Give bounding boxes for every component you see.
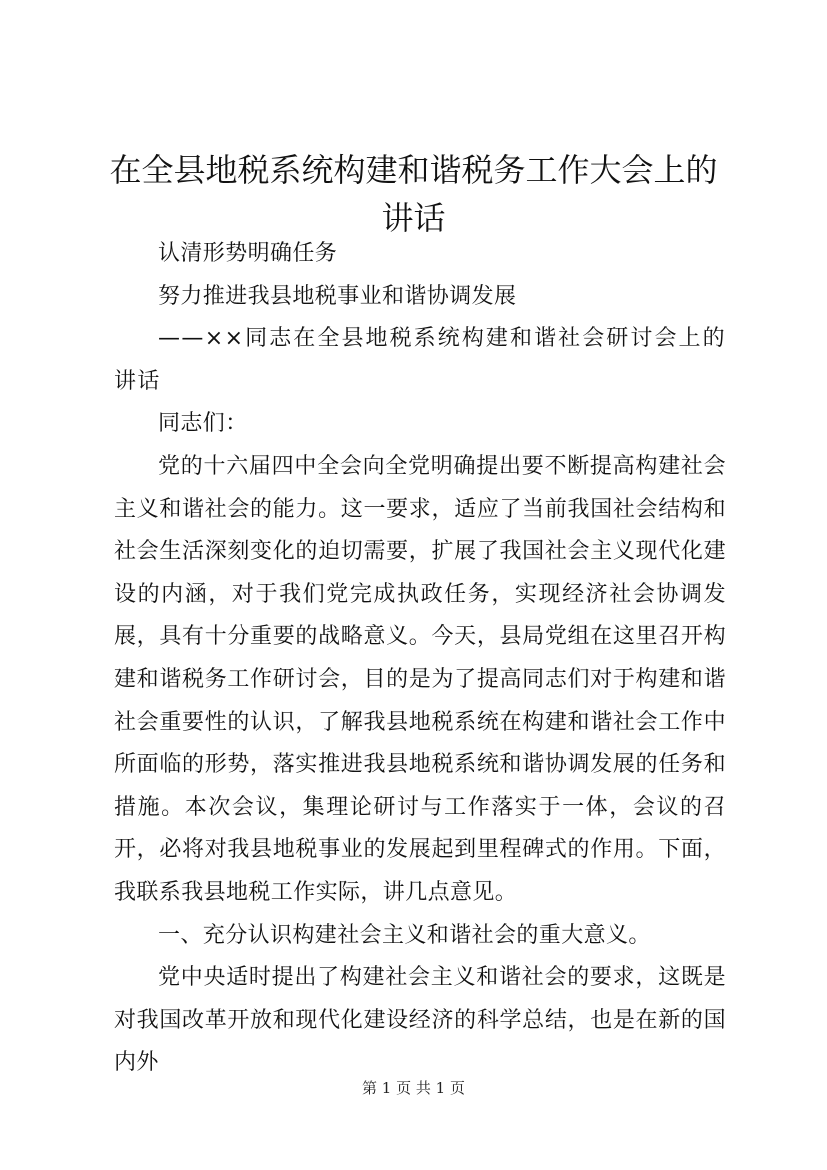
document-body [114,233,726,1085]
subtitle-line-1: 认清形势明确任务 [158,241,338,266]
section-heading: 一、充分认识构建社会主义和谐社会的重大意义。 [158,922,651,948]
body-paragraph: 党中央适时提出了构建社会主义和谐社会的要求，这既是对我国改革开放和现代化建设经济的科学总结，也是在新的国内外 [114,965,726,1076]
body-paragraph: 党的十六届四中全会向全党明确提出要不断提高构建社会主义和谐社会的能力。这一要求，适应了当前我国社会结构和社会生活深刻变化的迫切需要，扩展了我国社会主义现代化建设的内涵，对于我们党完成执政任务，实现经济社会协调发展，具有十分重要的战略意义。今天，县局党组在这里召开构建和谐税务工作研讨会，目的是为了提高同志们对于构建和谐社会重要性的认识，了解我县地税系统在构建和谐社会工作中所面临的形势，落实推进我县地税系统和谐协调发展的任务和措施。本次会议，集理论研讨与工作落实于一体，会议的召开，必将对我县地税事业的发展起到里程碑式的作用。下面，我联系我县地税工作实际，讲几点意见。 [114,453,726,905]
subtitle-line-2: 努力推进我县地税事业和谐协调发展 [158,283,517,309]
speaker-attribution: ——××同志在全县地税系统构建和谐社会研讨会上的讲话 [114,326,726,394]
salutation: 同志们： [158,411,248,437]
page-number-footer: 第 1 页 共 1 页 [362,1079,465,1097]
document-title: 在全县地税系统构建和谐税务工作大会上的讲话 [109,151,718,237]
